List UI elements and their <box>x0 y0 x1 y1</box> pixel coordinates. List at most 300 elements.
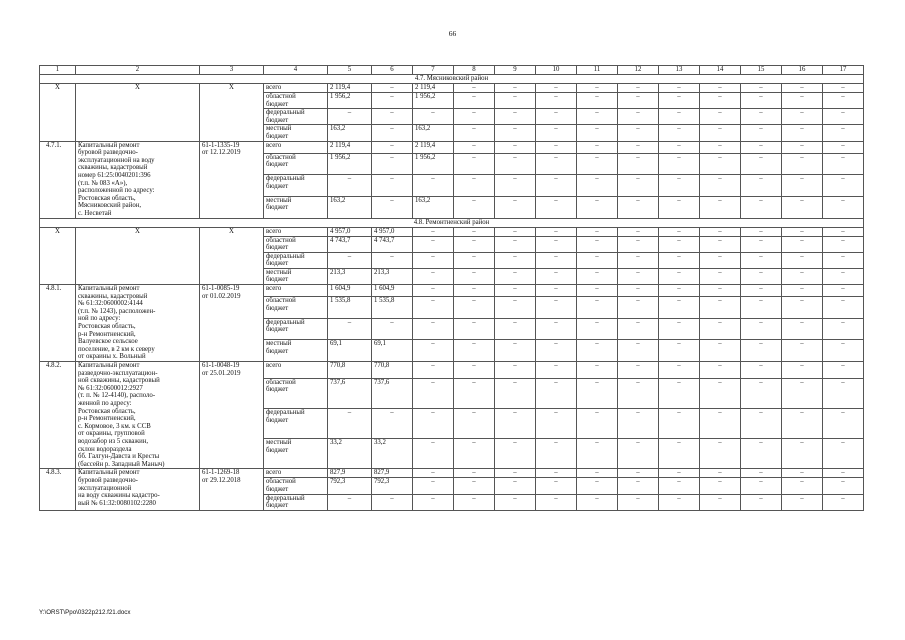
value-col5: 4 743,7 <box>328 236 372 252</box>
value-col15: – <box>741 236 782 252</box>
value-col16: – <box>782 141 823 153</box>
column-header: 5 <box>328 66 372 75</box>
value-col15: – <box>741 93 782 109</box>
value-col11: – <box>577 196 618 218</box>
value-col11: – <box>577 125 618 141</box>
value-col11: – <box>577 285 618 297</box>
value-col17: – <box>823 196 864 218</box>
column-header: 4 <box>264 66 328 75</box>
value-col10: – <box>536 285 577 297</box>
value-col15: – <box>741 285 782 297</box>
value-col9: – <box>495 175 536 197</box>
value-col13: – <box>659 285 700 297</box>
value-col15: – <box>741 340 782 362</box>
value-col6: – <box>372 252 413 268</box>
budget-label: областной бюджет <box>264 93 328 109</box>
value-col15: – <box>741 469 782 478</box>
value-col6: 792,3 <box>372 478 413 494</box>
value-col16: – <box>782 196 823 218</box>
value-col5: – <box>328 494 372 510</box>
section-row <box>40 75 864 84</box>
value-col6: – <box>372 125 413 141</box>
value-col8: – <box>454 297 495 319</box>
value-col8: – <box>454 378 495 408</box>
value-col12: – <box>618 93 659 109</box>
value-col10: – <box>536 318 577 340</box>
column-header: 14 <box>700 66 741 75</box>
value-col5: 2 119,4 <box>328 141 372 153</box>
column-header: 17 <box>823 66 864 75</box>
value-col13: – <box>659 175 700 197</box>
value-col11: – <box>577 318 618 340</box>
value-col11: – <box>577 362 618 379</box>
table-row <box>40 141 864 153</box>
value-col13: – <box>659 125 700 141</box>
value-col6: 1 604,9 <box>372 285 413 297</box>
value-col17: – <box>823 362 864 379</box>
value-col10: – <box>536 469 577 478</box>
value-col16: – <box>782 227 823 236</box>
value-col14: – <box>700 175 741 197</box>
value-col13: – <box>659 494 700 510</box>
value-col12: – <box>618 252 659 268</box>
value-col15: – <box>741 378 782 408</box>
value-col8: – <box>454 478 495 494</box>
value-col10: – <box>536 297 577 319</box>
value-col17: – <box>823 125 864 141</box>
value-col7: – <box>413 297 454 319</box>
column-header: 7 <box>413 66 454 75</box>
value-col10: – <box>536 408 577 438</box>
value-col12: – <box>618 109 659 125</box>
value-col9: – <box>495 196 536 218</box>
value-col16: – <box>782 93 823 109</box>
value-col11: – <box>577 84 618 93</box>
item-document: 61-1-1335-19 от 12.12.2019 <box>200 141 264 218</box>
value-col8: – <box>454 175 495 197</box>
budget-label: местный бюджет <box>264 125 328 141</box>
value-col5: – <box>328 175 372 197</box>
value-col5: 737,6 <box>328 378 372 408</box>
value-col9: – <box>495 227 536 236</box>
value-col9: – <box>495 340 536 362</box>
value-col11: – <box>577 340 618 362</box>
value-col13: – <box>659 362 700 379</box>
value-col7: – <box>413 478 454 494</box>
value-col17: – <box>823 478 864 494</box>
value-col17: – <box>823 84 864 93</box>
budget-label: областной бюджет <box>264 153 328 175</box>
value-col14: – <box>700 236 741 252</box>
budget-label: всего <box>264 84 328 93</box>
value-col14: – <box>700 196 741 218</box>
value-col8: – <box>454 227 495 236</box>
value-col17: – <box>823 175 864 197</box>
item-number: 4.8.2. <box>40 362 76 469</box>
value-col11: – <box>577 227 618 236</box>
value-col13: – <box>659 340 700 362</box>
value-col15: – <box>741 494 782 510</box>
value-col11: – <box>577 252 618 268</box>
value-col8: – <box>454 439 495 469</box>
value-col13: – <box>659 297 700 319</box>
value-col6: – <box>372 153 413 175</box>
value-col8: – <box>454 494 495 510</box>
budget-label: областной бюджет <box>264 297 328 319</box>
value-col14: – <box>700 494 741 510</box>
value-col5: 1 604,9 <box>328 285 372 297</box>
value-col6: 69,1 <box>372 340 413 362</box>
value-col14: – <box>700 268 741 284</box>
value-col10: – <box>536 362 577 379</box>
value-col14: – <box>700 439 741 469</box>
value-col17: – <box>823 252 864 268</box>
value-col10: – <box>536 268 577 284</box>
value-col14: – <box>700 84 741 93</box>
column-header: 16 <box>782 66 823 75</box>
item-name: Капитальный ремонт скважины, кадастровый № 61:32:0600002:4144 (т.п. № 1243), расположен- ной по адресу: Ростовская область, р-н Ремонтненский, Валуевское сельское поселение, в 2 км к северу от окраины х. Вольный <box>76 285 200 362</box>
item-name: X <box>76 227 200 285</box>
budget-label: федеральный бюджет <box>264 175 328 197</box>
value-col16: – <box>782 125 823 141</box>
budget-label: местный бюджет <box>264 196 328 218</box>
value-col8: – <box>454 408 495 438</box>
value-col12: – <box>618 84 659 93</box>
value-col13: – <box>659 439 700 469</box>
value-col12: – <box>618 378 659 408</box>
value-col9: – <box>495 141 536 153</box>
value-col6: – <box>372 141 413 153</box>
value-col5: 33,2 <box>328 439 372 469</box>
value-col10: – <box>536 227 577 236</box>
column-header: 13 <box>659 66 700 75</box>
value-col5: 163,2 <box>328 125 372 141</box>
value-col16: – <box>782 469 823 478</box>
value-col5: 1 956,2 <box>328 153 372 175</box>
value-col12: – <box>618 478 659 494</box>
value-col9: – <box>495 408 536 438</box>
budget-label: всего <box>264 227 328 236</box>
value-col6: 770,8 <box>372 362 413 379</box>
value-col14: – <box>700 408 741 438</box>
value-col8: – <box>454 141 495 153</box>
value-col16: – <box>782 268 823 284</box>
value-col5: 2 119,4 <box>328 84 372 93</box>
section-title: 4.8. Ремонтненский район <box>40 218 864 227</box>
value-col17: – <box>823 340 864 362</box>
value-col14: – <box>700 93 741 109</box>
budget-label: всего <box>264 141 328 153</box>
value-col13: – <box>659 378 700 408</box>
value-col7: – <box>413 252 454 268</box>
item-name: Капитальный ремонт буровой разведочно- эксплуатационной на воду скважины, кадастровый номер 61:25:0040201:396 (т.п. № 083 «А»), расположенной по адресу: Ростовская область, Мясниковский район, с. Несветай <box>76 141 200 218</box>
value-col6: – <box>372 109 413 125</box>
table-row <box>40 362 864 379</box>
column-header: 6 <box>372 66 413 75</box>
value-col7: – <box>413 285 454 297</box>
value-col12: – <box>618 439 659 469</box>
value-col13: – <box>659 408 700 438</box>
value-col15: – <box>741 297 782 319</box>
value-col13: – <box>659 141 700 153</box>
value-col7: – <box>413 469 454 478</box>
value-col6: 1 535,8 <box>372 297 413 319</box>
value-col10: – <box>536 378 577 408</box>
item-document: 61-1-0048-19 от 25.01.2019 <box>200 362 264 469</box>
table-row <box>40 285 864 297</box>
value-col13: – <box>659 469 700 478</box>
value-col7: 2 119,4 <box>413 141 454 153</box>
value-col10: – <box>536 125 577 141</box>
item-number: 4.8.1. <box>40 285 76 362</box>
value-col17: – <box>823 297 864 319</box>
value-col5: 1 535,8 <box>328 297 372 319</box>
value-col13: – <box>659 227 700 236</box>
value-col12: – <box>618 340 659 362</box>
value-col13: – <box>659 268 700 284</box>
value-col5: 1 956,2 <box>328 93 372 109</box>
value-col11: – <box>577 378 618 408</box>
value-col11: – <box>577 236 618 252</box>
value-col8: – <box>454 318 495 340</box>
value-col14: – <box>700 227 741 236</box>
value-col14: – <box>700 125 741 141</box>
value-col6: 4 957,0 <box>372 227 413 236</box>
item-name: Капитальный ремонт буровой разведочно- эксплуатационной на воду скважины кадастро- вый № 61:32:0080102:2280 <box>76 469 200 510</box>
value-col17: – <box>823 227 864 236</box>
value-col6: – <box>372 408 413 438</box>
value-col10: – <box>536 439 577 469</box>
item-name: Капитальный ремонт разведочно-эксплуатацион- ной скважины, кадастровый № 61:32:0600012:2927 (т. п. № 12-4140), располо- женной по адресу: Ростовская область, р-н Ремонтненский, с. Кормовое, 3 км. к ССВ от окраины, групповой водозабор из 5 скважин, склон водораздела бб. Галгун-Давста и Кресты (бассейн р. Западный Маныч) <box>76 362 200 469</box>
value-col5: – <box>328 252 372 268</box>
value-col16: – <box>782 175 823 197</box>
value-col11: – <box>577 268 618 284</box>
value-col5: 4 957,0 <box>328 227 372 236</box>
value-col17: – <box>823 469 864 478</box>
item-document: X <box>200 227 264 285</box>
value-col8: – <box>454 236 495 252</box>
value-col9: – <box>495 439 536 469</box>
value-col13: – <box>659 109 700 125</box>
value-col10: – <box>536 109 577 125</box>
table-row <box>40 84 864 93</box>
value-col16: – <box>782 494 823 510</box>
item-number: X <box>40 227 76 285</box>
value-col16: – <box>782 153 823 175</box>
value-col7: – <box>413 318 454 340</box>
value-col10: – <box>536 175 577 197</box>
table-body <box>40 66 864 511</box>
value-col8: – <box>454 109 495 125</box>
value-col11: – <box>577 297 618 319</box>
value-col14: – <box>700 109 741 125</box>
budget-label: областной бюджет <box>264 236 328 252</box>
value-col6: – <box>372 318 413 340</box>
column-header: 12 <box>618 66 659 75</box>
value-col12: – <box>618 125 659 141</box>
value-col17: – <box>823 439 864 469</box>
value-col12: – <box>618 236 659 252</box>
value-col7: – <box>413 378 454 408</box>
value-col7: 163,2 <box>413 125 454 141</box>
value-col7: – <box>413 340 454 362</box>
value-col12: – <box>618 268 659 284</box>
value-col9: – <box>495 318 536 340</box>
value-col15: – <box>741 153 782 175</box>
value-col14: – <box>700 285 741 297</box>
value-col14: – <box>700 153 741 175</box>
item-name: X <box>76 84 200 142</box>
table-row <box>40 227 864 236</box>
value-col10: – <box>536 340 577 362</box>
value-col7: – <box>413 268 454 284</box>
value-col17: – <box>823 93 864 109</box>
value-col17: – <box>823 494 864 510</box>
value-col16: – <box>782 252 823 268</box>
page-number: 66 <box>448 29 457 38</box>
value-col14: – <box>700 297 741 319</box>
value-col6: – <box>372 494 413 510</box>
value-col6: 33,2 <box>372 439 413 469</box>
value-col15: – <box>741 84 782 93</box>
column-header: 9 <box>495 66 536 75</box>
value-col8: – <box>454 285 495 297</box>
value-col15: – <box>741 318 782 340</box>
item-number: X <box>40 84 76 142</box>
value-col15: – <box>741 362 782 379</box>
value-col6: 827,9 <box>372 469 413 478</box>
value-col15: – <box>741 252 782 268</box>
item-document: X <box>200 84 264 142</box>
value-col9: – <box>495 125 536 141</box>
value-col12: – <box>618 227 659 236</box>
value-col12: – <box>618 408 659 438</box>
value-col7: – <box>413 236 454 252</box>
value-col15: – <box>741 227 782 236</box>
value-col12: – <box>618 297 659 319</box>
value-col7: 2 119,4 <box>413 84 454 93</box>
value-col12: – <box>618 175 659 197</box>
value-col15: – <box>741 439 782 469</box>
value-col16: – <box>782 478 823 494</box>
value-col9: – <box>495 378 536 408</box>
budget-label: федеральный бюджет <box>264 252 328 268</box>
value-col15: – <box>741 408 782 438</box>
value-col6: 213,3 <box>372 268 413 284</box>
section-title: 4.7. Мясниковский район <box>40 75 864 84</box>
value-col11: – <box>577 175 618 197</box>
value-col8: – <box>454 252 495 268</box>
value-col9: – <box>495 478 536 494</box>
item-document: 61-1-0085-19 от 01.02.2019 <box>200 285 264 362</box>
value-col9: – <box>495 362 536 379</box>
value-col6: – <box>372 175 413 197</box>
value-col10: – <box>536 236 577 252</box>
value-col13: – <box>659 236 700 252</box>
budget-label: всего <box>264 469 328 478</box>
value-col8: – <box>454 153 495 175</box>
value-col5: 69,1 <box>328 340 372 362</box>
item-document: 61-1-1269-18 от 29.12.2018 <box>200 469 264 510</box>
value-col9: – <box>495 297 536 319</box>
value-col6: – <box>372 93 413 109</box>
value-col11: – <box>577 469 618 478</box>
value-col12: – <box>618 362 659 379</box>
item-number: 4.8.3. <box>40 469 76 510</box>
value-col9: – <box>495 236 536 252</box>
value-col7: – <box>413 175 454 197</box>
value-col7: – <box>413 362 454 379</box>
column-header: 2 <box>76 66 200 75</box>
value-col13: – <box>659 252 700 268</box>
budget-label: федеральный бюджет <box>264 109 328 125</box>
column-header: 3 <box>200 66 264 75</box>
value-col10: – <box>536 141 577 153</box>
column-header: 11 <box>577 66 618 75</box>
value-col14: – <box>700 252 741 268</box>
value-col5: 770,8 <box>328 362 372 379</box>
value-col17: – <box>823 318 864 340</box>
value-col6: 4 743,7 <box>372 236 413 252</box>
section-row <box>40 218 864 227</box>
budget-label: всего <box>264 285 328 297</box>
value-col12: – <box>618 469 659 478</box>
value-col12: – <box>618 141 659 153</box>
value-col7: 1 956,2 <box>413 153 454 175</box>
value-col11: – <box>577 109 618 125</box>
value-col9: – <box>495 268 536 284</box>
budget-label: местный бюджет <box>264 439 328 469</box>
value-col11: – <box>577 478 618 494</box>
value-col12: – <box>618 153 659 175</box>
budget-label: всего <box>264 362 328 379</box>
value-col8: – <box>454 362 495 379</box>
value-col10: – <box>536 153 577 175</box>
value-col12: – <box>618 196 659 218</box>
value-col10: – <box>536 196 577 218</box>
value-col5: – <box>328 408 372 438</box>
value-col8: – <box>454 196 495 218</box>
value-col10: – <box>536 93 577 109</box>
column-header: 10 <box>536 66 577 75</box>
value-col7: – <box>413 227 454 236</box>
value-col7: – <box>413 408 454 438</box>
budget-label: областной бюджет <box>264 478 328 494</box>
budget-label: областной бюджет <box>264 378 328 408</box>
value-col9: – <box>495 494 536 510</box>
budget-label: федеральный бюджет <box>264 318 328 340</box>
value-col7: – <box>413 439 454 469</box>
value-col12: – <box>618 318 659 340</box>
column-header: 15 <box>741 66 782 75</box>
value-col5: 163,2 <box>328 196 372 218</box>
value-col9: – <box>495 109 536 125</box>
value-col15: – <box>741 196 782 218</box>
value-col9: – <box>495 153 536 175</box>
value-col6: – <box>372 196 413 218</box>
budget-table <box>39 65 864 511</box>
value-col11: – <box>577 153 618 175</box>
value-col7: – <box>413 109 454 125</box>
value-col17: – <box>823 408 864 438</box>
value-col7: 163,2 <box>413 196 454 218</box>
value-col17: – <box>823 141 864 153</box>
value-col16: – <box>782 84 823 93</box>
value-col13: – <box>659 153 700 175</box>
budget-label: федеральный бюджет <box>264 408 328 438</box>
value-col9: – <box>495 93 536 109</box>
value-col14: – <box>700 318 741 340</box>
